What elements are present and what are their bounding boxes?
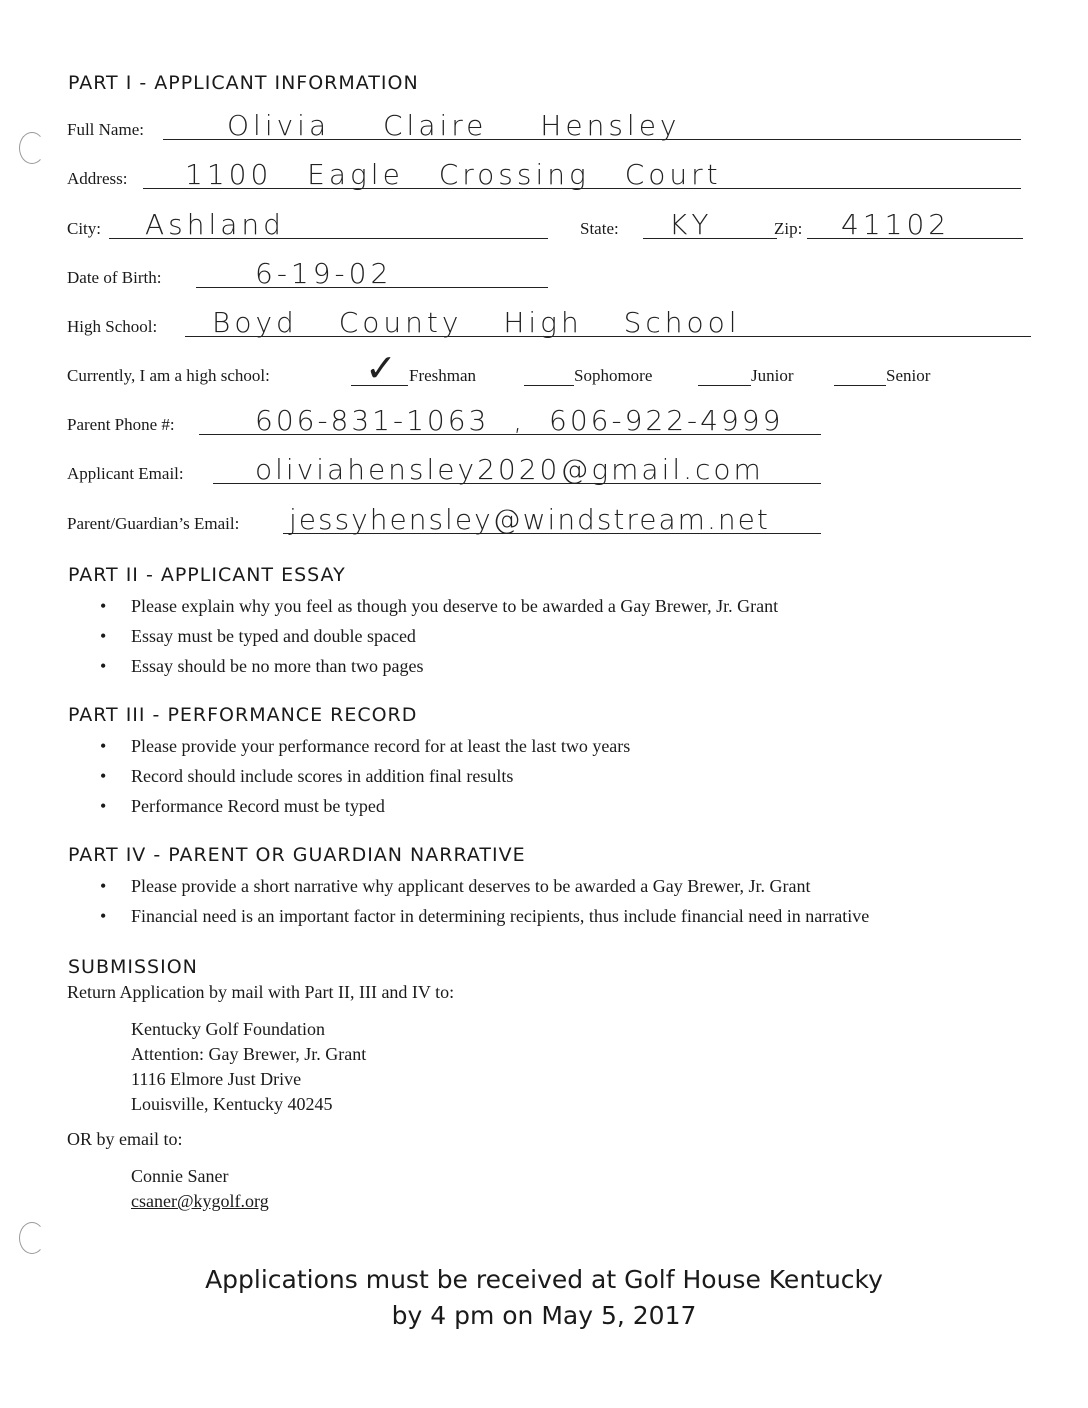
zip-label: Zip: — [774, 219, 803, 238]
grade-option-senior: Senior — [886, 366, 931, 385]
high-school-row — [67, 303, 1037, 343]
address-value[interactable]: 1100 Eagle Crossing Court — [185, 158, 722, 191]
full-name-value[interactable]: Olivia Claire Hensley — [227, 109, 681, 142]
part4-bullet: • Financial need is an important factor in determining recipients, thus include financial need in narrative — [100, 901, 869, 931]
full-name-row — [67, 106, 1027, 146]
grade-label: Currently, I am a high school: — [67, 366, 270, 385]
sophomore-line — [524, 385, 574, 386]
part3-bullet-list — [100, 731, 630, 821]
deadline-line-2: by 4 pm on May 5, 2017 — [391, 1301, 697, 1330]
part4-bullet-list — [100, 871, 869, 931]
deadline-line-1: Applications must be received at Golf House Kentucky — [205, 1265, 883, 1294]
submission-intro: Return Application by mail with Part II, III and IV to: — [67, 982, 455, 1002]
parent-email-label: Parent/Guardian’s Email: — [67, 514, 240, 533]
dob-label: Date of Birth: — [67, 268, 162, 287]
grade-row — [67, 346, 967, 392]
parent-phone-label: Parent Phone #: — [67, 415, 175, 434]
contact-name: Connie Saner — [131, 1166, 229, 1186]
applicant-email-value[interactable]: oliviahensley2020@gmail.com — [255, 453, 764, 486]
contact-email-link[interactable]: csaner@kygolf.org — [131, 1191, 269, 1211]
parent-email-value[interactable]: jessyhensley@windstream.net — [289, 503, 770, 536]
parent-email-row — [67, 500, 867, 540]
grade-option-junior: Junior — [751, 366, 794, 385]
part2-bullet: • Essay must be typed and double spaced — [100, 621, 778, 651]
parent-phone-row — [67, 401, 867, 441]
part2-bullet-list — [100, 591, 778, 681]
applicant-email-row — [67, 450, 867, 490]
mail-address-line: Louisville, Kentucky 40245 — [131, 1094, 333, 1114]
mail-address-line: Kentucky Golf Foundation — [131, 1019, 325, 1039]
mail-address-block — [131, 1017, 366, 1117]
full-name-label: Full Name: — [67, 120, 144, 139]
freshman-check-mark[interactable]: ✓ — [365, 346, 401, 390]
applicant-email-label: Applicant Email: — [67, 464, 184, 483]
submission-heading: SUBMISSION — [68, 956, 198, 978]
state-label: State: — [580, 219, 619, 238]
part2-bullet: • Essay should be no more than two pages — [100, 651, 778, 681]
mail-address-line: 1116 Elmore Just Drive — [131, 1069, 302, 1089]
part3-bullet: • Please provide your performance record for at least the last two years — [100, 731, 630, 761]
parent-phone-value[interactable]: 606-831-1063 , 606-922-4999 — [255, 404, 784, 437]
zip-value[interactable]: 41102 — [841, 208, 951, 241]
grade-option-freshman: Freshman — [409, 366, 477, 385]
part3-heading: PART III - PERFORMANCE RECORD — [68, 704, 418, 726]
address-row — [67, 155, 1027, 195]
senior-line — [834, 385, 886, 386]
high-school-label: High School: — [67, 317, 158, 336]
deadline-notice — [0, 1262, 1088, 1334]
junior-line — [698, 385, 751, 386]
city-value[interactable]: Ashland — [145, 208, 285, 241]
part4-heading: PART IV - PARENT OR GUARDIAN NARRATIVE — [68, 844, 526, 866]
part2-heading: PART II - APPLICANT ESSAY — [68, 564, 346, 586]
high-school-value[interactable]: Boyd County High School — [212, 306, 741, 339]
part3-bullet: • Performance Record must be typed — [100, 791, 630, 821]
city-label: City: — [67, 219, 102, 238]
city-state-zip-row — [67, 205, 1027, 245]
part3-bullet: • Record should include scores in addition final results — [100, 761, 630, 791]
punch-hole-bottom — [19, 1222, 45, 1254]
part1-heading: PART I - APPLICANT INFORMATION — [68, 72, 419, 94]
grade-option-sophomore: Sophomore — [574, 366, 653, 385]
state-value[interactable]: KY — [669, 208, 713, 241]
part2-bullet: • Please explain why you feel as though you deserve to be awarded a Gay Brewer, Jr. Grant — [100, 591, 778, 621]
part4-bullet: • Please provide a short narrative why applicant deserves to be awarded a Gay Brewer, Jr. Grant — [100, 871, 869, 901]
mail-address-line: Attention: Gay Brewer, Jr. Grant — [131, 1044, 367, 1064]
address-label: Address: — [67, 169, 128, 188]
or-email-text: OR by email to: — [67, 1129, 183, 1149]
punch-hole-top — [19, 132, 45, 164]
dob-value[interactable]: 6-19-02 — [255, 257, 393, 290]
dob-row — [67, 254, 1027, 294]
